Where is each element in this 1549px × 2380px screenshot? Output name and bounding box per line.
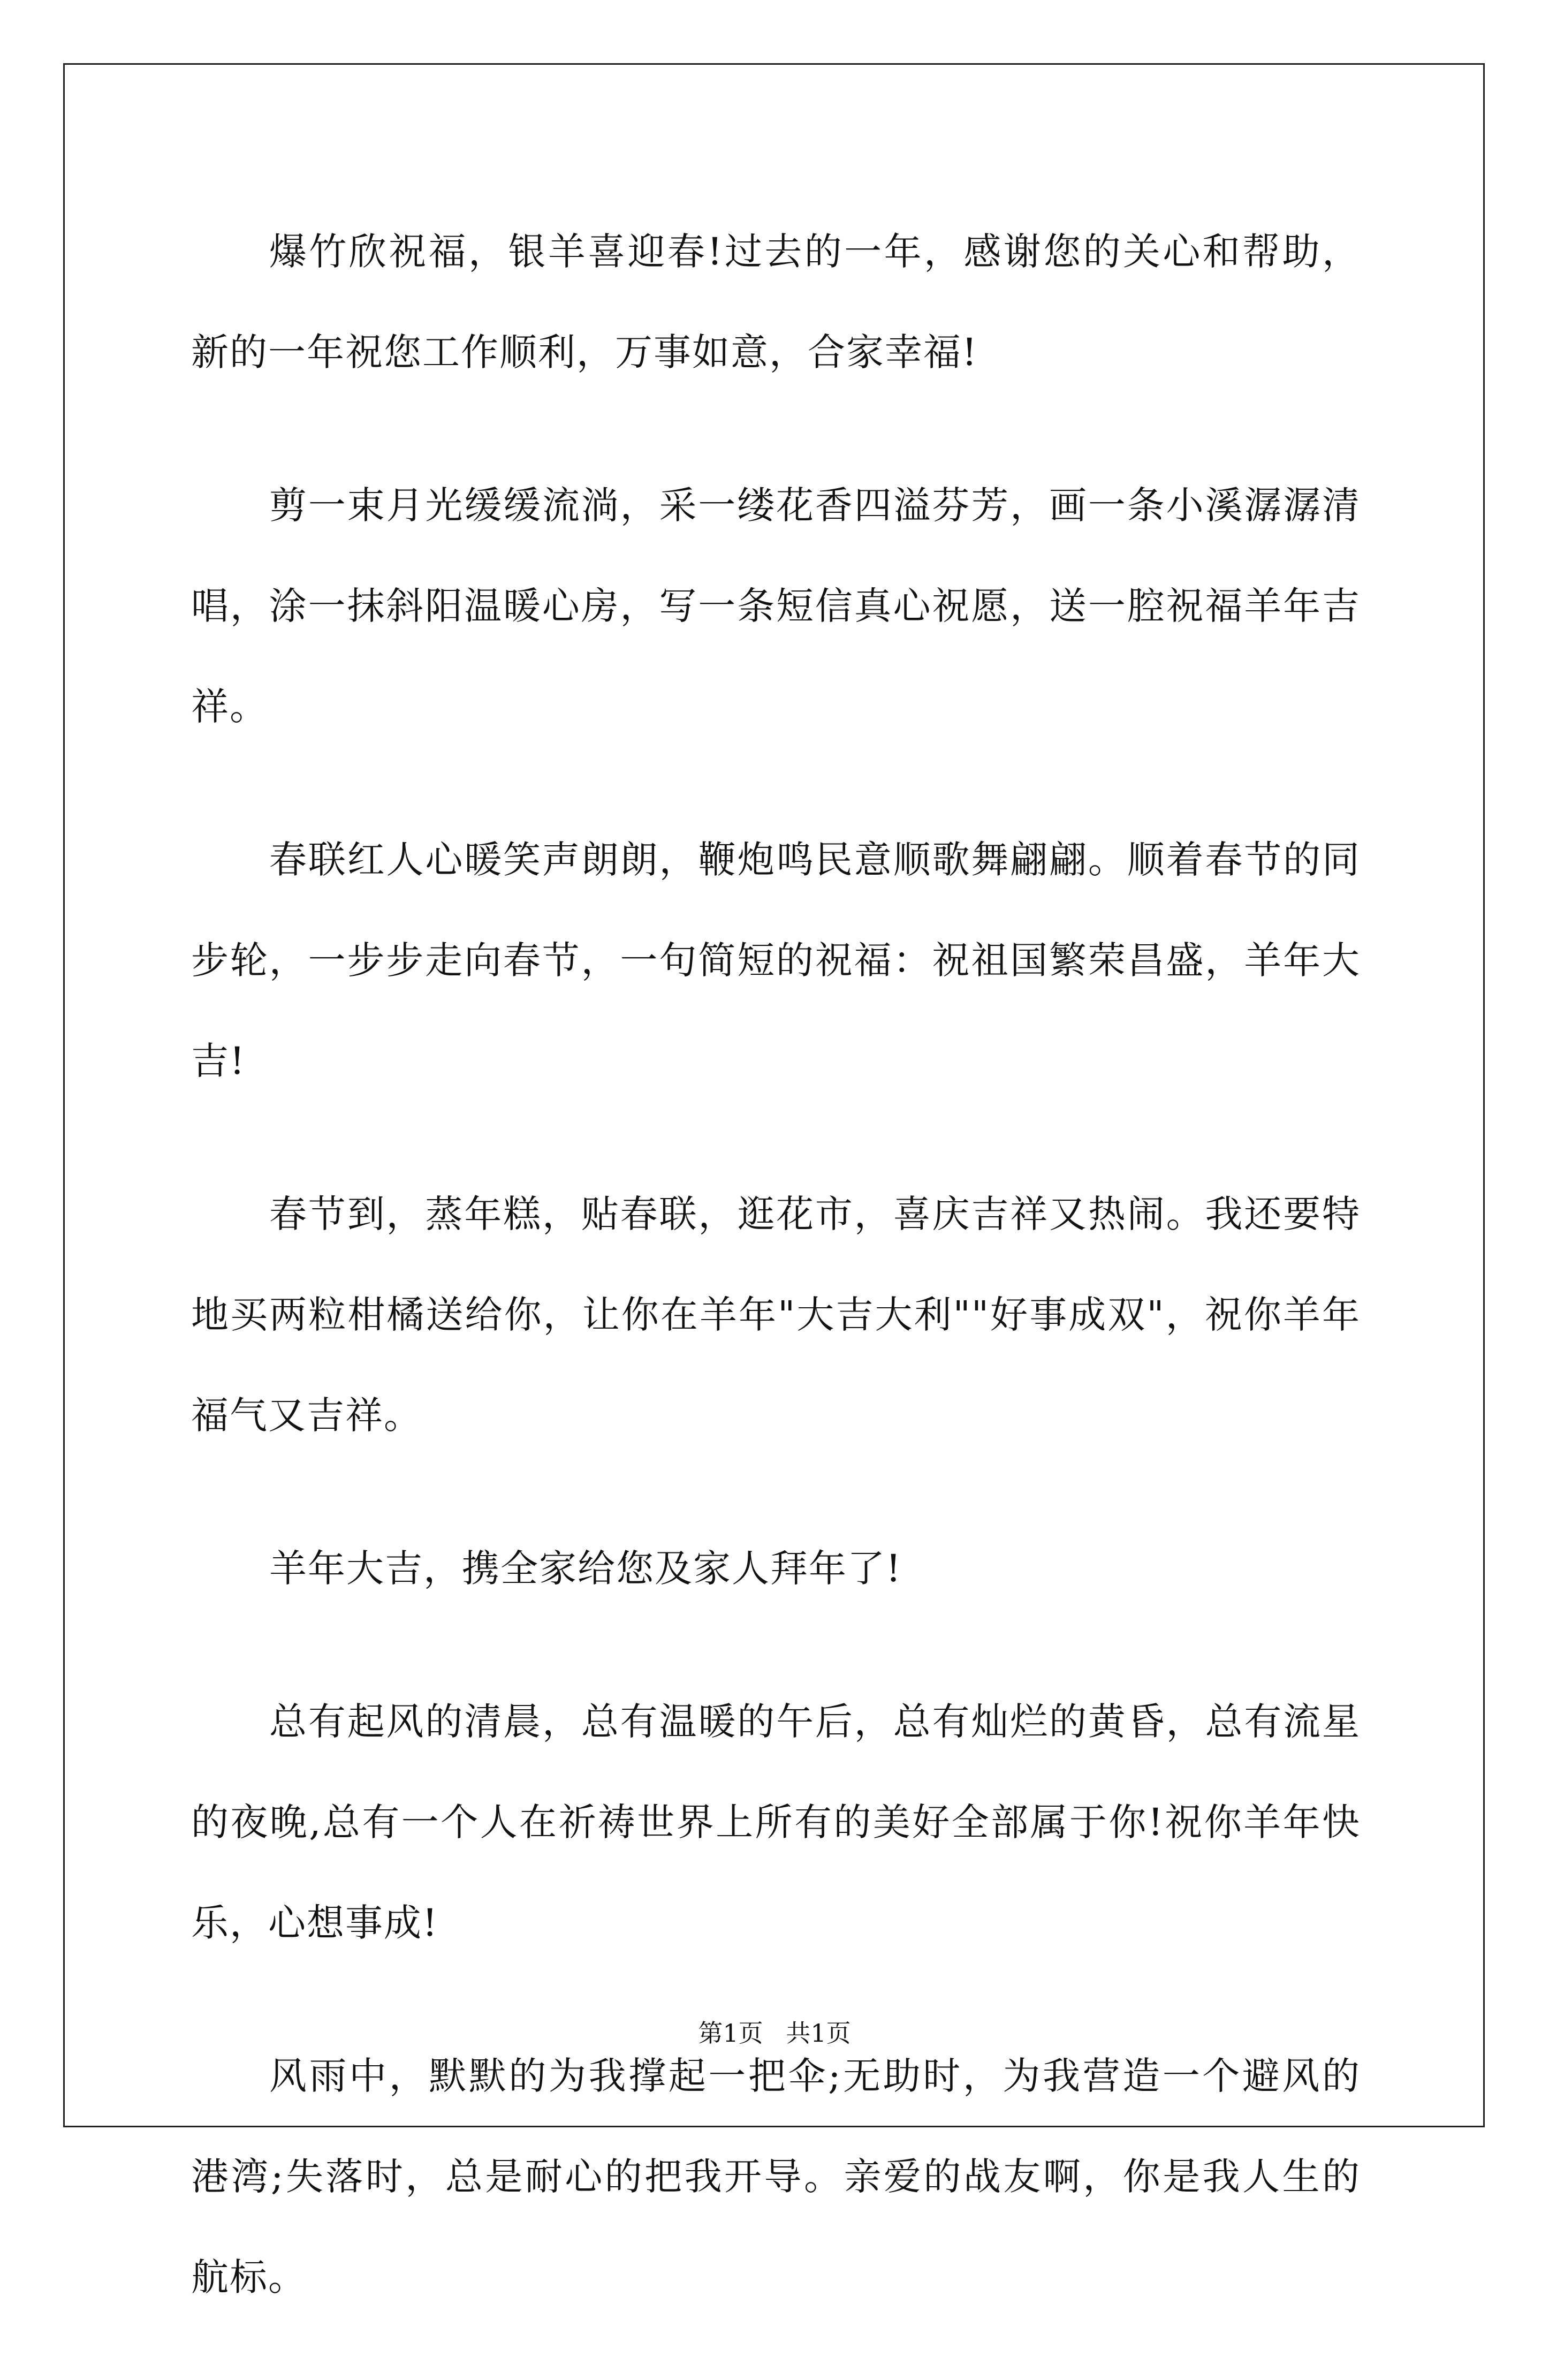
paragraph-2: 剪一束月光缓缓流淌，采一缕花香四溢芬芳，画一条小溪潺潺清唱，涂一抹斜阳温暖心房，写一条短信真心祝愿，送一腔祝福羊年吉祥。 — [191, 483, 1361, 729]
paragraph-7: 风雨中，默默的为我撑起一把伞;无助时，为我营造一个避风的港湾;失落时，总是耐心的把我开导。亲爱的战友啊，你是我人生的航标。 — [191, 2054, 1361, 2299]
page-number: 第1页 — [698, 2019, 763, 2048]
page-total: 共1页 — [786, 2019, 851, 2048]
paragraph-1: 爆竹欣祝福，银羊喜迎春!过去的一年，感谢您的关心和帮助，新的一年祝您工作顺利，万事如意，合家幸福! — [191, 230, 1361, 374]
paragraph-5: 羊年大吉，携全家给您及家人拜年了! — [269, 1547, 902, 1590]
document-body — [191, 201, 1361, 2380]
paragraph-4: 春节到，蒸年糕，贴春联，逛花市，喜庆吉祥又热闹。我还要特地买两粒柑橘送给你，让你在羊年"大吉大利""好事成双"，祝你羊年福气又吉祥。 — [191, 1192, 1361, 1437]
paragraph-3: 春联红人心暖笑声朗朗，鞭炮鸣民意顺歌舞翩翩。顺着春节的同步轮，一步步走向春节，一句简短的祝福：祝祖国繁荣昌盛，羊年大吉! — [191, 838, 1361, 1083]
page-footer — [0, 2017, 1549, 2049]
paragraph-6: 总有起风的清晨，总有温暖的午后，总有灿烂的黄昏，总有流星的夜晚,总有一个人在祈祷世界上所有的美好全部属于你!祝你羊年快乐，心想事成! — [191, 1700, 1361, 1945]
